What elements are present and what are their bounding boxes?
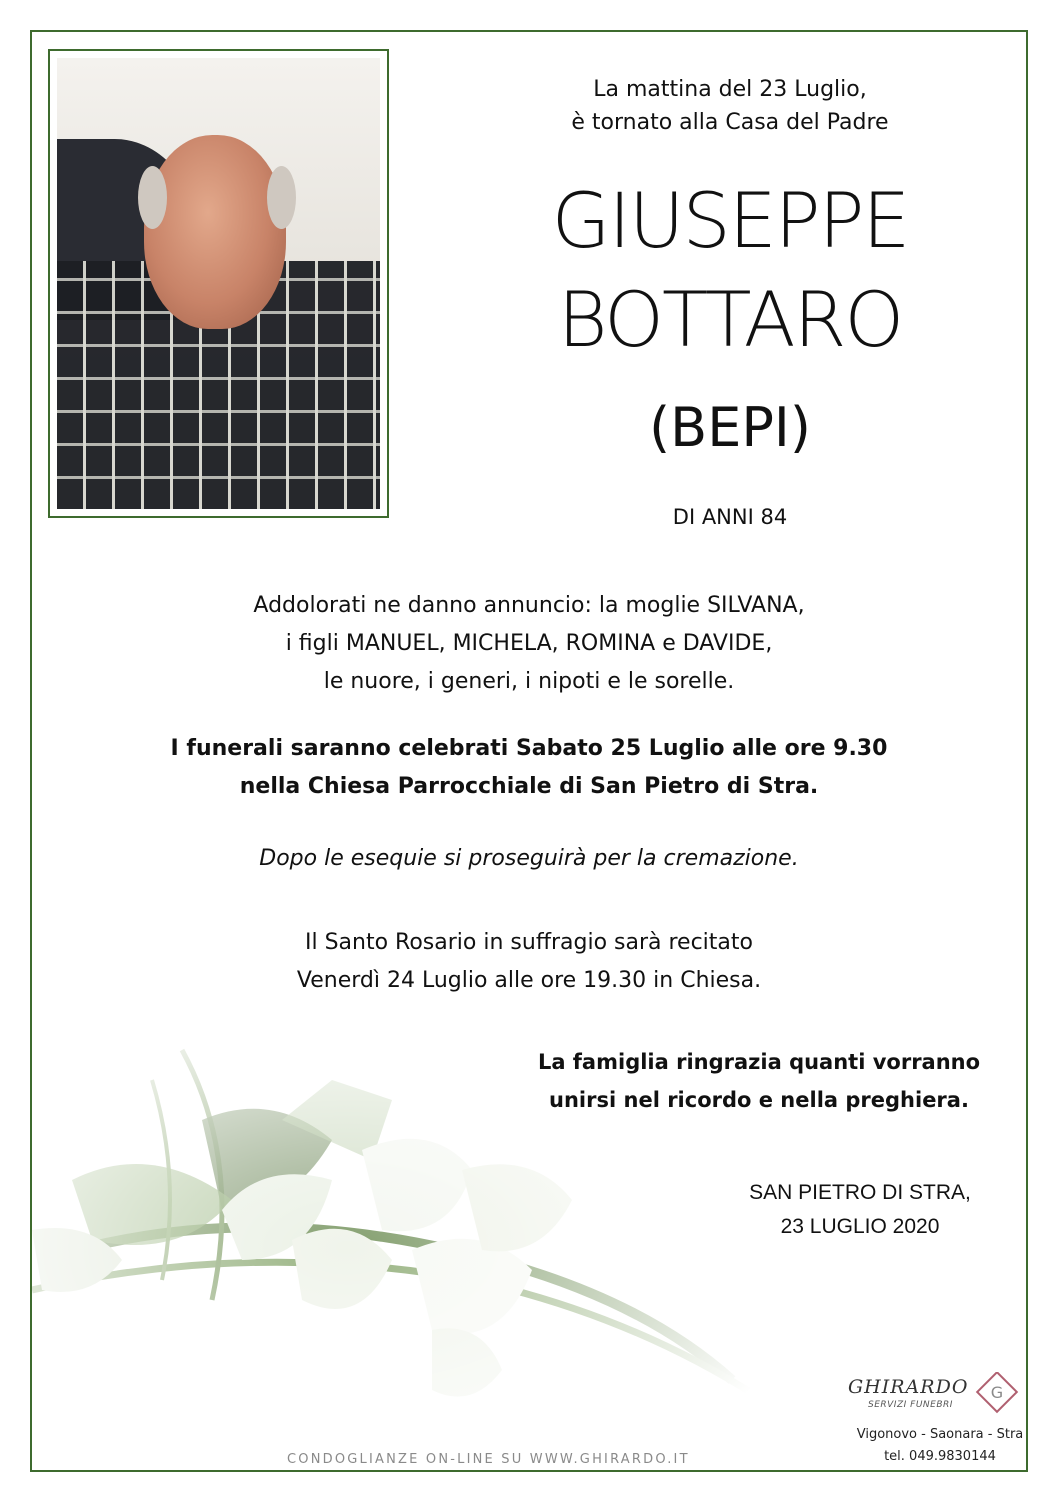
nickname: (BEPI) [649, 396, 811, 459]
place-date: SAN PIETRO DI STRA, 23 LUGLIO 2020 [749, 1181, 971, 1238]
first-name: GIUSEPPE [551, 176, 909, 265]
last-name: BOTTARO [557, 275, 903, 364]
contact-info: Vigonovo - Saonara - Stra tel. 049.9830144 [856, 1427, 1024, 1464]
intro-text: La mattina del 23 Luglio, è tornato alla Casa del Padre [571, 77, 889, 135]
thanks-note: La famiglia ringrazia quanti vorranno unirsi nel ricordo e nella preghiera. [537, 1050, 981, 1112]
brand-name: GHIRARDO [848, 1376, 969, 1398]
announcement: Addolorati ne danno annuncio: la moglie SILVANA, i figli MANUEL, MICHELA, ROMINA e DAVIDE, le nuore, i generi, i nipoti e le sorelle. [253, 593, 805, 694]
cremation-note: Dopo le esequie si proseguirà per la cremazione. [259, 846, 799, 871]
brand-subtitle: SERVIZI FUNEBRI [868, 1400, 953, 1410]
age: DI ANNI 84 [672, 505, 788, 529]
condolences-link[interactable]: CONDOGLIANZE ON-LINE SU WWW.GHIRARDO.IT [287, 1452, 690, 1467]
rosary-info: Il Santo Rosario in suffragio sarà recitato Venerdì 24 Luglio alle ore 19.30 in Chiesa. [296, 930, 762, 993]
portrait-photo [48, 49, 389, 518]
funeral-info: I funerali saranno celebrati Sabato 25 Luglio alle ore 9.30 nella Chiesa Parrocchiale di San Pietro di Stra. [170, 736, 888, 799]
svg-text:G: G [990, 1383, 1004, 1402]
